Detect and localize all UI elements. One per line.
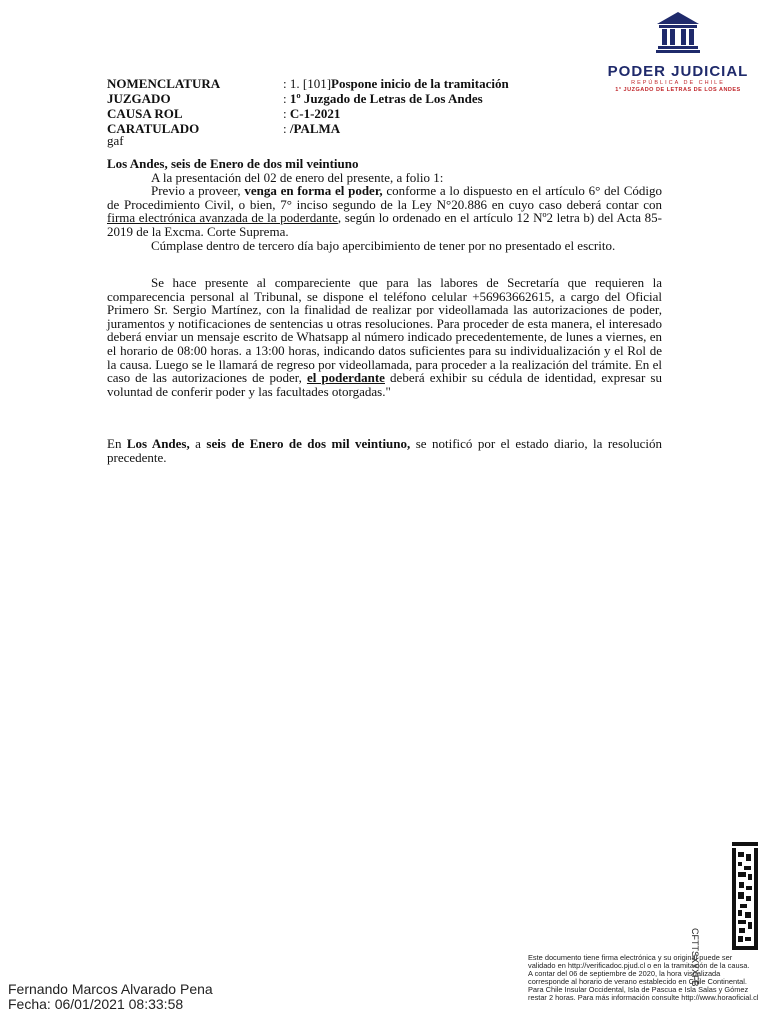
resolution-paragraph-2: Cúmplase dentro de tercero día bajo apercibimiento de tener por no presentado el escrito. [151,237,616,253]
electronic-signature-notice [528,954,760,1002]
resolution-body [107,157,662,252]
initials: gaf [107,133,124,148]
logo-subtitle: REPÚBLICA DE CHILE [631,80,725,86]
resolution-paragraph-3: Se hace presente al compareciente que para las labores de Secretaría que requieren la comparecencia personal al Tribunal, se dispone el teléfono celular +56963662615, a cargo del Oficial Primero Sr. Sergio Martínez, con la finalidad de realizar por videollamada las autorizaciones de poder, juramentos y notificaciones de sentencias u otras resoluciones. Para proceder de esta manera, el interesado deberá enviar un mensaje escrito de Whatsapp al número indicado precedentemente, de lunes a viernes, en el horario de 08:00 horas. a 13:00 horas, indicando datos suficientes para su individualización y el Rol de la causa. Luego se le llamará de regreso por videollamada, para proceder a la realización del trámite. En el caso de las autorizaciones de poder, el poderdante deberá exhibir su cédula de identidad, expresar su voluntad de conferir poder y las facultades otorgadas." [107,275,662,399]
logo-court-name: 1° JUZGADO DE LETRAS DE LOS ANDES [615,87,741,93]
meta-value: : 1. [101]Pospone inicio de la tramitación [283,76,509,91]
meta-key: JUZGADO [107,91,171,106]
notice-time-zone: A contar del 06 de septiembre de 2020, la hora visualizada corresponde al horario de verano establecido en Chile Continental. Para Chile Insular Occidental, Isla de Pascua e Isla Salas y Gómez restar 2 horas. Para más información consulte http://www.horaoficial.cl [528,969,759,1002]
courthouse-icon [655,10,701,54]
resolution-paragraph-1: Previo a proveer, venga en forma el poder, conforme a lo dispuesto en el artículo 6° del Código de Procedimiento Civil, o bien, 7° inciso segundo de la Ley N°20.886 en cuyo caso deberá contar con firma electrónica avanzada de la poderdante, según lo ordenado en el artículo 12 Nº2 letra b) del Acta 85-2019 de la Excma. Corte Suprema. [107,183,662,239]
signature-block [8,982,213,1012]
logo-title: PODER JUDICIAL [607,63,749,80]
meta-key: CARATULADO [107,121,200,136]
signature-date: Fecha: 06/01/2021 08:33:58 [8,996,184,1012]
meta-key: NOMENCLATURA [107,76,221,91]
resolution-intro: A la presentación del 02 de enero del presente, a folio 1: [151,169,444,185]
meta-value: : /PALMA [283,121,341,136]
meta-key: CAUSA ROL [107,106,183,121]
verification-code: CFTTSXYXFB [690,928,700,987]
secretaria-notice [107,276,662,398]
notification-paragraph: En Los Andes, a seis de Enero de dos mil veintiuno, se notificó por el estado diario, la resolución precedente. [107,436,662,465]
signer-name: Fernando Marcos Alvarado Pena [8,981,213,997]
verification-code-graphic [704,840,760,952]
meta-value: : C-1-2021 [283,106,341,121]
resolution-date: Los Andes, seis de Enero de dos mil veintiuno [107,156,359,171]
notification-text [107,437,662,464]
notice-validation: Este documento tiene firma electrónica y su original puede ser validado en http://verificadoc.pjud.cl o en la tramitación de la causa. [528,953,750,970]
poder-judicial-logo [598,10,758,92]
meta-value: : 1º Juzgado de Letras de Los Andes [283,91,483,106]
